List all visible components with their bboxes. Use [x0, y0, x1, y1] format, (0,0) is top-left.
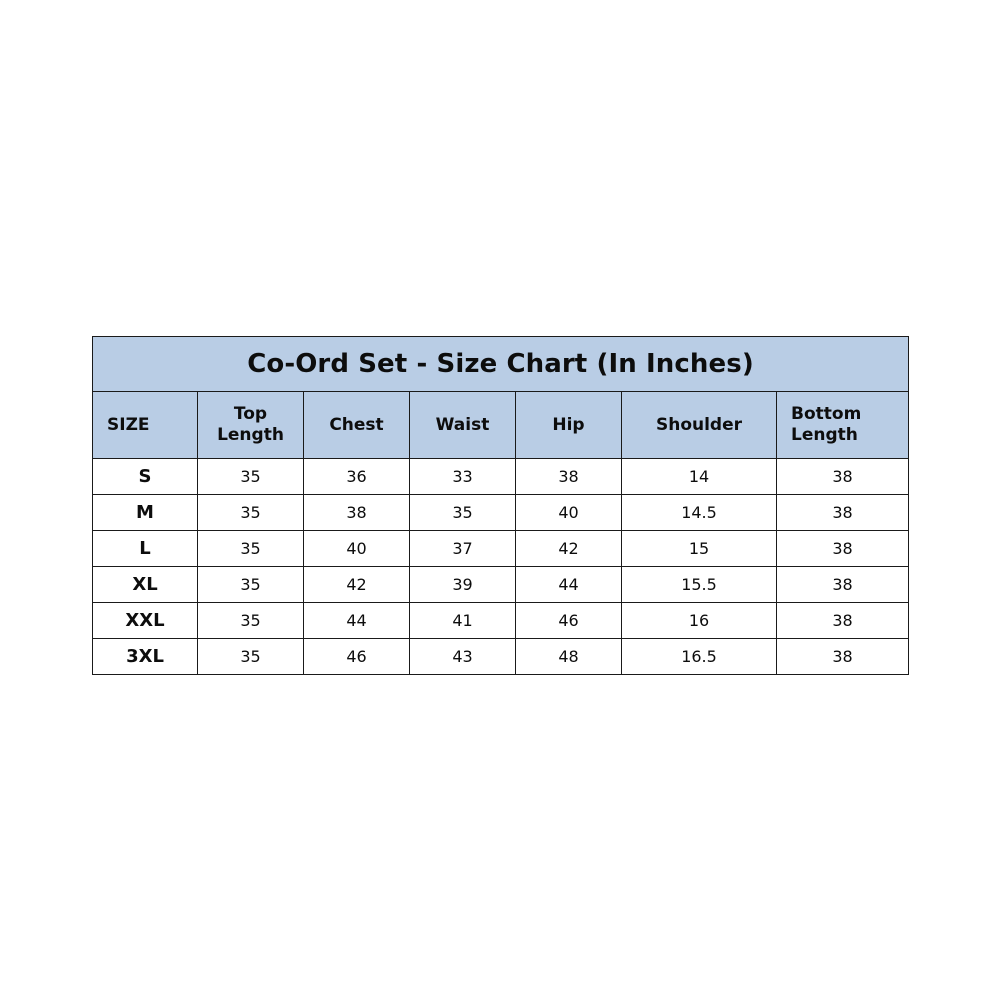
- cell-hip: 42: [516, 531, 622, 567]
- row-size-label: XXL: [93, 603, 198, 639]
- cell-chest: 40: [304, 531, 410, 567]
- table-header-row: [93, 392, 909, 459]
- cell-chest: 46: [304, 639, 410, 675]
- cell-shoulder: 15.5: [622, 567, 777, 603]
- cell-shoulder: 16: [622, 603, 777, 639]
- cell-waist: 35: [410, 495, 516, 531]
- cell-bottom-length: 38: [777, 495, 909, 531]
- size-chart-container: [92, 336, 908, 675]
- cell-shoulder: 16.5: [622, 639, 777, 675]
- column-header-top-length: [198, 392, 304, 459]
- cell-shoulder: 14.5: [622, 495, 777, 531]
- cell-bottom-length: 38: [777, 603, 909, 639]
- cell-shoulder: 14: [622, 459, 777, 495]
- cell-bottom-length: 38: [777, 639, 909, 675]
- row-size-label: L: [93, 531, 198, 567]
- cell-waist: 39: [410, 567, 516, 603]
- cell-top-length: 35: [198, 459, 304, 495]
- cell-top-length: 35: [198, 531, 304, 567]
- row-size-label: 3XL: [93, 639, 198, 675]
- cell-chest: 36: [304, 459, 410, 495]
- table-row: [93, 567, 909, 603]
- cell-top-length: 35: [198, 639, 304, 675]
- table-row: [93, 459, 909, 495]
- cell-bottom-length: 38: [777, 459, 909, 495]
- row-size-label: M: [93, 495, 198, 531]
- cell-hip: 44: [516, 567, 622, 603]
- cell-waist: 41: [410, 603, 516, 639]
- size-chart-table: [92, 336, 909, 675]
- row-size-label: XL: [93, 567, 198, 603]
- column-header-hip: Hip: [516, 392, 622, 459]
- cell-shoulder: 15: [622, 531, 777, 567]
- column-header-bottom-length-line1: Bottom: [791, 404, 862, 425]
- cell-top-length: 35: [198, 495, 304, 531]
- column-header-chest: Chest: [304, 392, 410, 459]
- column-header-size: SIZE: [93, 392, 198, 459]
- cell-hip: 46: [516, 603, 622, 639]
- cell-bottom-length: 38: [777, 531, 909, 567]
- cell-hip: 38: [516, 459, 622, 495]
- cell-chest: 42: [304, 567, 410, 603]
- cell-hip: 40: [516, 495, 622, 531]
- column-header-shoulder: Shoulder: [622, 392, 777, 459]
- cell-waist: 43: [410, 639, 516, 675]
- row-size-label: S: [93, 459, 198, 495]
- table-row: [93, 495, 909, 531]
- cell-top-length: 35: [198, 567, 304, 603]
- table-row: [93, 531, 909, 567]
- table-row: [93, 603, 909, 639]
- column-header-waist: Waist: [410, 392, 516, 459]
- cell-waist: 37: [410, 531, 516, 567]
- table-row: [93, 639, 909, 675]
- cell-top-length: 35: [198, 603, 304, 639]
- cell-bottom-length: 38: [777, 567, 909, 603]
- cell-chest: 38: [304, 495, 410, 531]
- table-title-row: [93, 337, 909, 392]
- column-header-bottom-length-line2: Length: [791, 425, 858, 445]
- column-header-top-length-line1: Top: [233, 404, 268, 425]
- cell-waist: 33: [410, 459, 516, 495]
- cell-chest: 44: [304, 603, 410, 639]
- chart-title: Co-Ord Set - Size Chart (In Inches): [93, 337, 909, 392]
- column-header-top-length-line2: Length: [217, 425, 284, 445]
- column-header-bottom-length: [777, 392, 909, 459]
- cell-hip: 48: [516, 639, 622, 675]
